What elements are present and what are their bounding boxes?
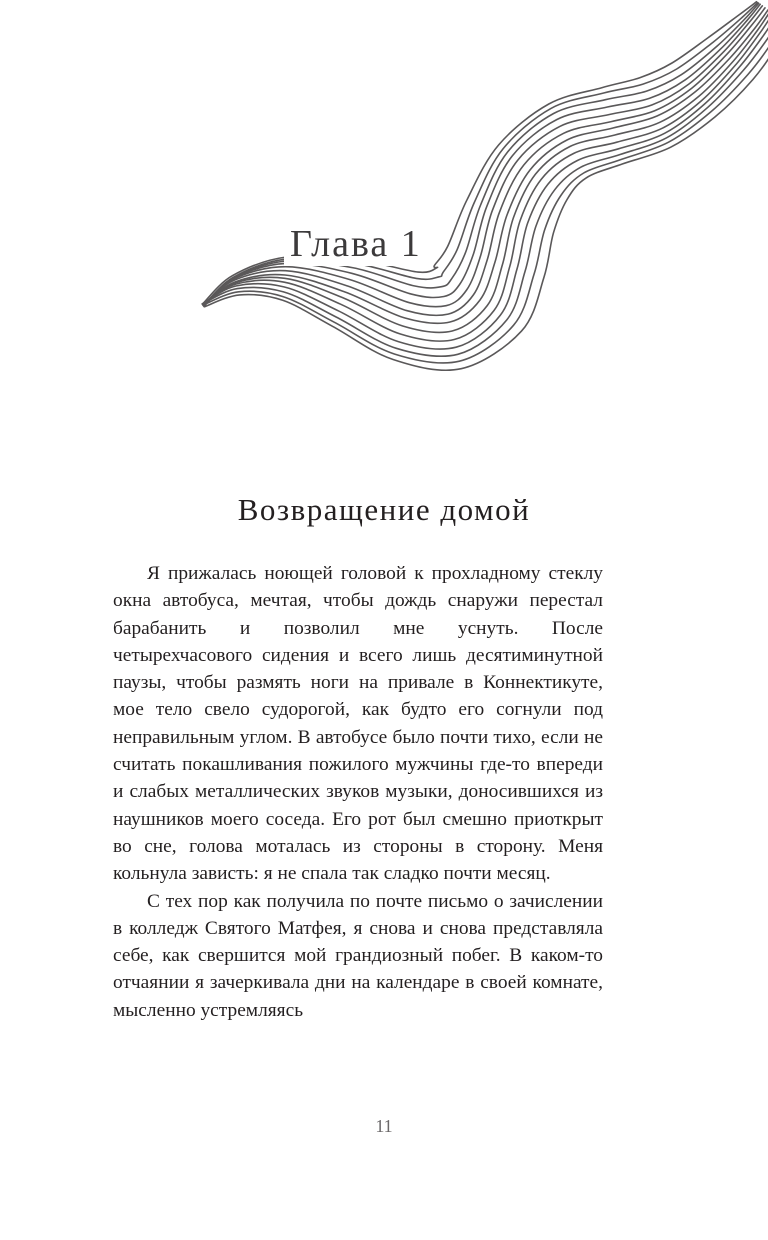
paragraph-2: С тех пор как получила по почте письмо о зачислении в колледж Святого Матфея, я снова и снова представляла себе, как свершится мой грандиозный побег. В каком-то отчаянии я зачеркивала дни на календаре в своей комнате, мысленно устремляясь [113, 890, 603, 1021]
chapter-title: Возвращение домой [237, 492, 531, 527]
chapter-label: Глава 1 [284, 222, 428, 266]
ornament-line [203, 10, 768, 323]
wave-lines-ornament-icon [195, 0, 768, 420]
page-number: 11 [375, 1116, 393, 1136]
ornament-line [204, 23, 768, 371]
ornament-line [203, 12, 768, 333]
ornament-line [203, 8, 765, 316]
body-text [113, 560, 603, 1024]
ornament-line [202, 18, 768, 356]
paragraph-1: Я прижалась ноющей головой к прохладному стеклу окна автобуса, мечтая, чтобы дождь снаружи перестал барабанить и позволил мне уснуть. После четырехчасового сидения и всего лишь десятиминутной паузы, чтобы размять ноги на привале в Коннектикуте, мое тело свело судорогой, как будто его согнули под неправильным углом. В автобусе было почти тихо, если не считать покашливания пожилого мужчины где-то впереди и слабых металлических звуков музыки, доносившихся из наушников моего соседа. Его рот был смешно приоткрыт во сне, голова моталась из стороны в сторону. Меня кольнула зависть: я не спала так сладко почти месяц. [113, 563, 603, 885]
